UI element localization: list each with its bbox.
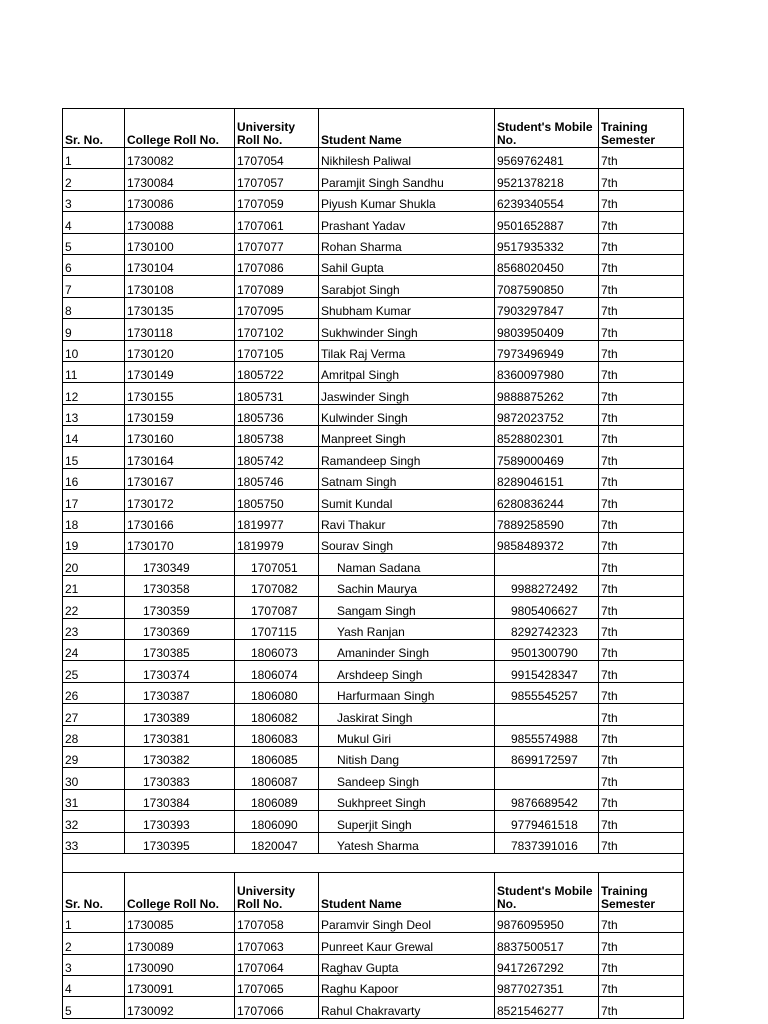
cell-semester: 7th — [599, 254, 684, 275]
cell-student-name: Naman Sadana — [319, 554, 495, 575]
cell-sr-no: 28 — [63, 725, 125, 746]
cell-student-name: Yash Ranjan — [319, 618, 495, 639]
cell-sr-no: 13 — [63, 404, 125, 425]
table-row — [63, 169, 684, 190]
cell-semester: 7th — [599, 361, 684, 382]
cell-university-roll: 1707087 — [235, 597, 319, 618]
cell-mobile: 8528802301 — [495, 426, 599, 447]
cell-mobile: 9855574988 — [495, 725, 599, 746]
cell-university-roll: 1707105 — [235, 340, 319, 361]
cell-university-roll: 1806085 — [235, 746, 319, 767]
cell-student-name: Jaswinder Singh — [319, 383, 495, 404]
cell-university-roll: 1805736 — [235, 404, 319, 425]
header-university-roll: University Roll No. — [235, 109, 319, 148]
cell-university-roll: 1707061 — [235, 212, 319, 233]
cell-university-roll: 1806087 — [235, 768, 319, 789]
cell-mobile: 7889258590 — [495, 511, 599, 532]
cell-university-roll: 1707059 — [235, 190, 319, 211]
cell-mobile: 8837500517 — [495, 933, 599, 954]
table-row — [63, 954, 684, 975]
cell-sr-no: 18 — [63, 511, 125, 532]
table-row — [63, 297, 684, 318]
cell-student-name: Raghav Gupta — [319, 954, 495, 975]
table-row — [63, 148, 684, 169]
table-row — [63, 575, 684, 596]
cell-semester: 7th — [599, 148, 684, 169]
cell-student-name: Punreet Kaur Grewal — [319, 933, 495, 954]
cell-mobile: 9988272492 — [495, 575, 599, 596]
cell-semester: 7th — [599, 490, 684, 511]
table-row — [63, 618, 684, 639]
table-row — [63, 911, 684, 932]
spacer-cell — [63, 853, 684, 870]
header-semester: Training Semester — [599, 109, 684, 148]
cell-semester: 7th — [599, 639, 684, 660]
cell-student-name: Rohan Sharma — [319, 233, 495, 254]
cell-college-roll: 1730108 — [125, 276, 235, 297]
cell-university-roll: 1805742 — [235, 447, 319, 468]
cell-university-roll: 1805731 — [235, 383, 319, 404]
table-row — [63, 340, 684, 361]
cell-college-roll: 1730385 — [125, 639, 235, 660]
cell-mobile: 9569762481 — [495, 148, 599, 169]
cell-college-roll: 1730100 — [125, 233, 235, 254]
cell-college-roll: 1730104 — [125, 254, 235, 275]
table-row — [63, 319, 684, 340]
cell-semester: 7th — [599, 468, 684, 489]
table-row — [63, 190, 684, 211]
cell-university-roll: 1805738 — [235, 426, 319, 447]
cell-university-roll: 1707095 — [235, 297, 319, 318]
cell-university-roll: 1707057 — [235, 169, 319, 190]
cell-university-roll: 1707051 — [235, 554, 319, 575]
cell-sr-no: 4 — [63, 212, 125, 233]
cell-semester: 7th — [599, 976, 684, 997]
cell-student-name: Paramvir Singh Deol — [319, 911, 495, 932]
cell-sr-no: 25 — [63, 661, 125, 682]
cell-university-roll: 1806082 — [235, 704, 319, 725]
cell-university-roll: 1806083 — [235, 725, 319, 746]
header-student-name: Student Name — [319, 872, 495, 911]
table-row — [63, 490, 684, 511]
cell-semester: 7th — [599, 404, 684, 425]
cell-sr-no: 27 — [63, 704, 125, 725]
cell-student-name: Paramjit Singh Sandhu — [319, 169, 495, 190]
table-row — [63, 447, 684, 468]
cell-sr-no: 15 — [63, 447, 125, 468]
cell-mobile: 9501652887 — [495, 212, 599, 233]
table-row — [63, 832, 684, 853]
cell-semester: 7th — [599, 511, 684, 532]
cell-student-name: Manpreet Singh — [319, 426, 495, 447]
cell-college-roll: 1730082 — [125, 148, 235, 169]
table-row — [63, 639, 684, 660]
cell-student-name: Rahul Chakravarty — [319, 997, 495, 1018]
cell-mobile: 9888875262 — [495, 383, 599, 404]
cell-university-roll: 1707082 — [235, 575, 319, 596]
cell-sr-no: 33 — [63, 832, 125, 853]
cell-college-roll: 1730149 — [125, 361, 235, 382]
table-row — [63, 533, 684, 554]
cell-mobile — [495, 704, 599, 725]
cell-semester: 7th — [599, 954, 684, 975]
cell-university-roll: 1806074 — [235, 661, 319, 682]
cell-student-name: Ramandeep Singh — [319, 447, 495, 468]
cell-semester: 7th — [599, 340, 684, 361]
table-row — [63, 276, 684, 297]
cell-university-roll: 1707064 — [235, 954, 319, 975]
cell-college-roll: 1730092 — [125, 997, 235, 1018]
cell-semester: 7th — [599, 597, 684, 618]
cell-student-name: Prashant Yadav — [319, 212, 495, 233]
cell-sr-no: 1 — [63, 148, 125, 169]
cell-mobile: 8289046151 — [495, 468, 599, 489]
cell-mobile: 8699172597 — [495, 746, 599, 767]
cell-college-roll: 1730160 — [125, 426, 235, 447]
cell-university-roll: 1707058 — [235, 911, 319, 932]
cell-sr-no: 5 — [63, 997, 125, 1018]
cell-college-roll: 1730369 — [125, 618, 235, 639]
cell-college-roll: 1730085 — [125, 911, 235, 932]
cell-university-roll: 1707089 — [235, 276, 319, 297]
cell-sr-no: 10 — [63, 340, 125, 361]
cell-mobile: 9855545257 — [495, 682, 599, 703]
cell-university-roll: 1805750 — [235, 490, 319, 511]
cell-college-roll: 1730170 — [125, 533, 235, 554]
cell-mobile: 8292742323 — [495, 618, 599, 639]
table-row — [63, 254, 684, 275]
cell-mobile: 7903297847 — [495, 297, 599, 318]
cell-sr-no: 16 — [63, 468, 125, 489]
cell-university-roll: 1806080 — [235, 682, 319, 703]
cell-student-name: Nitish Dang — [319, 746, 495, 767]
spacer-row — [63, 853, 684, 870]
cell-semester: 7th — [599, 276, 684, 297]
cell-university-roll: 1806090 — [235, 811, 319, 832]
cell-mobile: 9417267292 — [495, 954, 599, 975]
header-student-name: Student Name — [319, 109, 495, 148]
cell-college-roll: 1730393 — [125, 811, 235, 832]
cell-university-roll: 1707102 — [235, 319, 319, 340]
header-sr-no: Sr. No. — [63, 872, 125, 911]
cell-university-roll: 1819977 — [235, 511, 319, 532]
cell-mobile: 9915428347 — [495, 661, 599, 682]
table-row — [63, 768, 684, 789]
cell-college-roll: 1730383 — [125, 768, 235, 789]
cell-university-roll: 1805722 — [235, 361, 319, 382]
cell-student-name: Kulwinder Singh — [319, 404, 495, 425]
cell-student-name: Jaskirat Singh — [319, 704, 495, 725]
cell-college-roll: 1730088 — [125, 212, 235, 233]
cell-semester: 7th — [599, 661, 684, 682]
cell-mobile: 8360097980 — [495, 361, 599, 382]
cell-sr-no: 8 — [63, 297, 125, 318]
table-row — [63, 212, 684, 233]
cell-sr-no: 2 — [63, 933, 125, 954]
cell-student-name: Yatesh Sharma — [319, 832, 495, 853]
header-row — [63, 109, 684, 148]
table-row — [63, 997, 684, 1018]
cell-semester: 7th — [599, 768, 684, 789]
cell-mobile: 9876689542 — [495, 789, 599, 810]
cell-semester: 7th — [599, 997, 684, 1018]
cell-student-name: Sachin Maurya — [319, 575, 495, 596]
header-mobile: Student's Mobile No. — [495, 872, 599, 911]
cell-university-roll: 1806089 — [235, 789, 319, 810]
table-row — [63, 976, 684, 997]
cell-student-name: Sandeep Singh — [319, 768, 495, 789]
cell-sr-no: 7 — [63, 276, 125, 297]
cell-semester: 7th — [599, 212, 684, 233]
table-row — [63, 682, 684, 703]
cell-college-roll: 1730358 — [125, 575, 235, 596]
cell-college-roll: 1730135 — [125, 297, 235, 318]
cell-sr-no: 3 — [63, 954, 125, 975]
cell-sr-no: 6 — [63, 254, 125, 275]
table-row — [63, 811, 684, 832]
cell-semester: 7th — [599, 746, 684, 767]
table-row — [63, 404, 684, 425]
cell-college-roll: 1730089 — [125, 933, 235, 954]
cell-college-roll: 1730387 — [125, 682, 235, 703]
table-row — [63, 933, 684, 954]
cell-sr-no: 1 — [63, 911, 125, 932]
table-row — [63, 383, 684, 404]
cell-sr-no: 12 — [63, 383, 125, 404]
cell-sr-no: 30 — [63, 768, 125, 789]
cell-semester: 7th — [599, 911, 684, 932]
cell-mobile: 9872023752 — [495, 404, 599, 425]
header-sr-no: Sr. No. — [63, 109, 125, 148]
header-college-roll: College Roll No. — [125, 109, 235, 148]
cell-mobile: 7837391016 — [495, 832, 599, 853]
table-row — [63, 468, 684, 489]
cell-sr-no: 26 — [63, 682, 125, 703]
cell-mobile: 9517935332 — [495, 233, 599, 254]
cell-sr-no: 4 — [63, 976, 125, 997]
cell-mobile: 9803950409 — [495, 319, 599, 340]
cell-semester: 7th — [599, 297, 684, 318]
table-row — [63, 426, 684, 447]
cell-university-roll: 1805746 — [235, 468, 319, 489]
cell-semester: 7th — [599, 933, 684, 954]
cell-college-roll: 1730382 — [125, 746, 235, 767]
cell-student-name: Sahil Gupta — [319, 254, 495, 275]
cell-student-name: Arshdeep Singh — [319, 661, 495, 682]
cell-sr-no: 19 — [63, 533, 125, 554]
table-row — [63, 789, 684, 810]
cell-student-name: Raghu Kapoor — [319, 976, 495, 997]
table-row — [63, 554, 684, 575]
table-row — [63, 661, 684, 682]
cell-university-roll: 1819979 — [235, 533, 319, 554]
cell-sr-no: 3 — [63, 190, 125, 211]
cell-sr-no: 22 — [63, 597, 125, 618]
cell-college-roll: 1730164 — [125, 447, 235, 468]
cell-mobile: 6280836244 — [495, 490, 599, 511]
cell-student-name: Amritpal Singh — [319, 361, 495, 382]
cell-college-roll: 1730349 — [125, 554, 235, 575]
cell-sr-no: 9 — [63, 319, 125, 340]
cell-sr-no: 23 — [63, 618, 125, 639]
cell-student-name: Satnam Singh — [319, 468, 495, 489]
cell-college-roll: 1730155 — [125, 383, 235, 404]
cell-sr-no: 17 — [63, 490, 125, 511]
cell-college-roll: 1730118 — [125, 319, 235, 340]
cell-college-roll: 1730091 — [125, 976, 235, 997]
cell-sr-no: 21 — [63, 575, 125, 596]
cell-student-name: Sarabjot Singh — [319, 276, 495, 297]
cell-student-name: Amaninder Singh — [319, 639, 495, 660]
header-university-roll: University Roll No. — [235, 872, 319, 911]
cell-student-name: Superjit Singh — [319, 811, 495, 832]
cell-mobile: 7973496949 — [495, 340, 599, 361]
spreadsheet — [62, 108, 683, 1019]
cell-student-name: Harfurmaan Singh — [319, 682, 495, 703]
cell-semester: 7th — [599, 789, 684, 810]
cell-university-roll: 1707086 — [235, 254, 319, 275]
cell-college-roll: 1730374 — [125, 661, 235, 682]
cell-mobile: 9805406627 — [495, 597, 599, 618]
cell-university-roll: 1707054 — [235, 148, 319, 169]
cell-semester: 7th — [599, 233, 684, 254]
cell-university-roll: 1707065 — [235, 976, 319, 997]
cell-university-roll: 1707077 — [235, 233, 319, 254]
table-row — [63, 511, 684, 532]
cell-university-roll: 1820047 — [235, 832, 319, 853]
table-row — [63, 361, 684, 382]
cell-semester: 7th — [599, 383, 684, 404]
cell-semester: 7th — [599, 169, 684, 190]
cell-student-name: Mukul Giri — [319, 725, 495, 746]
cell-semester: 7th — [599, 447, 684, 468]
header-semester: Training Semester — [599, 872, 684, 911]
cell-semester: 7th — [599, 682, 684, 703]
cell-mobile: 9501300790 — [495, 639, 599, 660]
cell-semester: 7th — [599, 704, 684, 725]
cell-college-roll: 1730086 — [125, 190, 235, 211]
cell-college-roll: 1730389 — [125, 704, 235, 725]
cell-mobile: 8521546277 — [495, 997, 599, 1018]
cell-student-name: Sumit Kundal — [319, 490, 495, 511]
cell-semester: 7th — [599, 319, 684, 340]
cell-student-name: Sourav Singh — [319, 533, 495, 554]
cell-university-roll: 1707066 — [235, 997, 319, 1018]
cell-college-roll: 1730159 — [125, 404, 235, 425]
cell-mobile: 9877027351 — [495, 976, 599, 997]
cell-mobile: 9876095950 — [495, 911, 599, 932]
cell-student-name: Nikhilesh Paliwal — [319, 148, 495, 169]
cell-mobile — [495, 554, 599, 575]
cell-student-name: Piyush Kumar Shukla — [319, 190, 495, 211]
cell-student-name: Ravi Thakur — [319, 511, 495, 532]
cell-student-name: Shubham Kumar — [319, 297, 495, 318]
cell-college-roll: 1730084 — [125, 169, 235, 190]
cell-sr-no: 29 — [63, 746, 125, 767]
cell-college-roll: 1730120 — [125, 340, 235, 361]
cell-mobile: 9858489372 — [495, 533, 599, 554]
cell-student-name: Sukhwinder Singh — [319, 319, 495, 340]
cell-semester: 7th — [599, 533, 684, 554]
cell-sr-no: 11 — [63, 361, 125, 382]
cell-university-roll: 1707115 — [235, 618, 319, 639]
cell-mobile: 9521378218 — [495, 169, 599, 190]
cell-semester: 7th — [599, 426, 684, 447]
cell-semester: 7th — [599, 725, 684, 746]
cell-sr-no: 14 — [63, 426, 125, 447]
cell-semester: 7th — [599, 832, 684, 853]
cell-semester: 7th — [599, 575, 684, 596]
cell-mobile: 6239340554 — [495, 190, 599, 211]
cell-student-name: Sukhpreet Singh — [319, 789, 495, 810]
cell-university-roll: 1707063 — [235, 933, 319, 954]
cell-college-roll: 1730172 — [125, 490, 235, 511]
cell-sr-no: 32 — [63, 811, 125, 832]
cell-university-roll: 1806073 — [235, 639, 319, 660]
cell-mobile: 7589000469 — [495, 447, 599, 468]
cell-sr-no: 5 — [63, 233, 125, 254]
header-college-roll: College Roll No. — [125, 872, 235, 911]
student-table — [62, 108, 684, 1019]
table-row — [63, 725, 684, 746]
cell-college-roll: 1730167 — [125, 468, 235, 489]
cell-sr-no: 20 — [63, 554, 125, 575]
cell-semester: 7th — [599, 554, 684, 575]
cell-college-roll: 1730384 — [125, 789, 235, 810]
cell-mobile: 8568020450 — [495, 254, 599, 275]
cell-semester: 7th — [599, 190, 684, 211]
cell-semester: 7th — [599, 811, 684, 832]
header-row — [63, 872, 684, 911]
cell-sr-no: 2 — [63, 169, 125, 190]
cell-college-roll: 1730395 — [125, 832, 235, 853]
cell-mobile: 9779461518 — [495, 811, 599, 832]
cell-mobile — [495, 768, 599, 789]
table-row — [63, 704, 684, 725]
table-row — [63, 233, 684, 254]
table-row — [63, 746, 684, 767]
table-row — [63, 597, 684, 618]
cell-student-name: Sangam Singh — [319, 597, 495, 618]
cell-college-roll: 1730166 — [125, 511, 235, 532]
cell-semester: 7th — [599, 618, 684, 639]
header-mobile: Student's Mobile No. — [495, 109, 599, 148]
cell-sr-no: 31 — [63, 789, 125, 810]
cell-college-roll: 1730381 — [125, 725, 235, 746]
cell-mobile: 7087590850 — [495, 276, 599, 297]
cell-sr-no: 24 — [63, 639, 125, 660]
cell-student-name: Tilak Raj Verma — [319, 340, 495, 361]
cell-college-roll: 1730090 — [125, 954, 235, 975]
cell-college-roll: 1730359 — [125, 597, 235, 618]
